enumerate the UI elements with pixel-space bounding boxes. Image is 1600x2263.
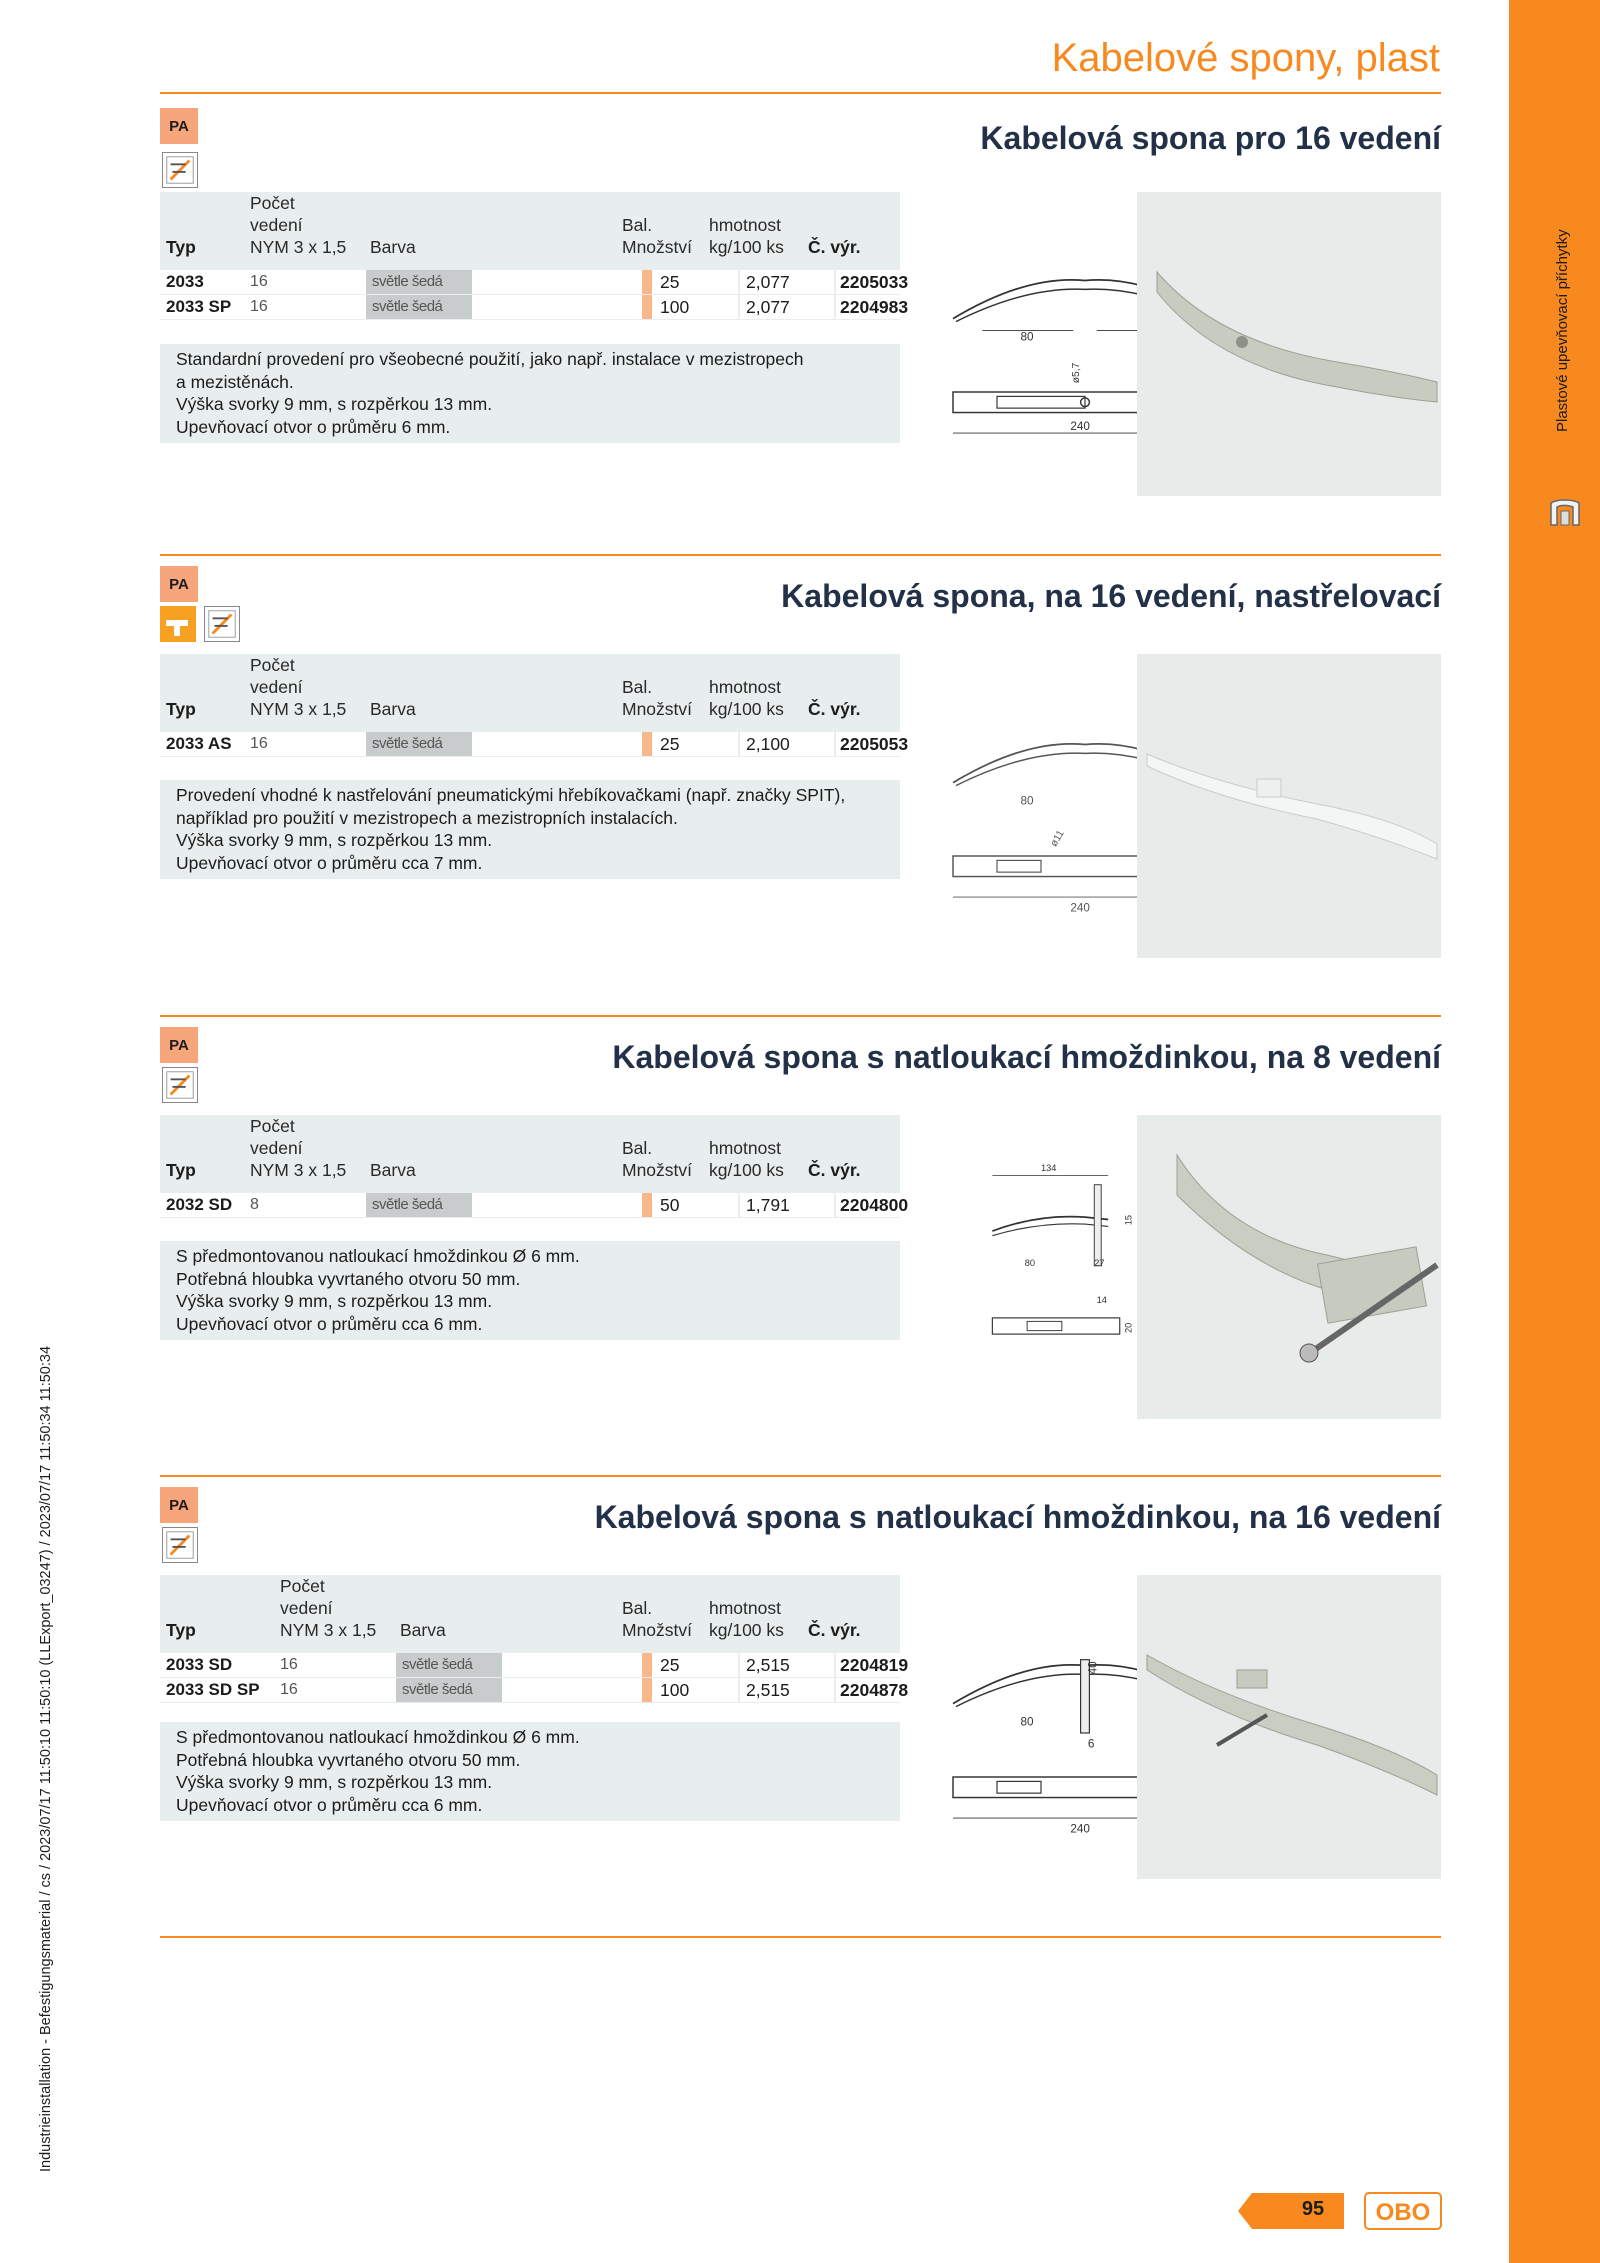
- cell-color: světle šedá: [366, 732, 472, 756]
- description-line: a mezistěnách.: [176, 371, 294, 392]
- cell-article: 2205053: [834, 732, 900, 756]
- header-count-2: vedení: [250, 1138, 303, 1158]
- header-pack-1: Bal.: [622, 215, 653, 235]
- header-color: Barva: [370, 699, 416, 719]
- description-line: S předmontovanou natloukací hmoždinkou Ø 6 mm.: [176, 1246, 580, 1266]
- dim-label: 240: [1070, 901, 1090, 915]
- header-count-2: vedení: [250, 677, 303, 697]
- cable-clip-image: [1137, 192, 1441, 496]
- section-title: Kabelová spona s natloukací hmoždinkou, na 16 vedení: [594, 1499, 1441, 1535]
- header-count-3: NYM 3 x 1,5: [250, 237, 347, 257]
- product-photo: [1137, 1115, 1441, 1419]
- product-photo: [1137, 192, 1441, 496]
- nail-gun-icon: [160, 606, 196, 642]
- header-pack-2: Množství: [622, 1620, 693, 1640]
- header-type: Typ: [166, 699, 196, 719]
- cell-weight: 1,791: [738, 1193, 834, 1217]
- table-row: [160, 295, 909, 320]
- cell-marker: [642, 732, 652, 756]
- header-weight-1: hmotnost: [709, 215, 781, 235]
- header-weight-2: kg/100 ks: [709, 237, 784, 257]
- header-count-2: vedení: [280, 1598, 333, 1618]
- cell-weight: 2,515: [738, 1678, 834, 1702]
- dim-label: 240: [1070, 1822, 1090, 1836]
- cell-qty: 25: [652, 1653, 738, 1677]
- cell-spacer: [472, 270, 642, 294]
- cell-qty: 100: [652, 295, 738, 319]
- description-line: Upevňovací otvor o průměru 6 mm.: [176, 417, 451, 438]
- header-pack-2: Množství: [622, 237, 693, 257]
- cell-type: 2033 SD SP: [166, 1680, 260, 1699]
- dim-label: 240: [1070, 420, 1090, 434]
- header-type: Typ: [166, 1160, 196, 1180]
- description-line: Potřebná hloubka vyvrtaného otvoru 50 mm.: [176, 1749, 521, 1770]
- header-count-3: NYM 3 x 1,5: [250, 699, 347, 719]
- header-type: Typ: [166, 1620, 196, 1640]
- header-weight-2: kg/100 ks: [709, 1620, 784, 1640]
- cell-count: 16: [250, 273, 268, 290]
- cell-marker: [642, 1653, 652, 1677]
- description-line: Výška svorky 9 mm, s rozpěrkou 13 mm.: [176, 394, 493, 415]
- cable-clip-image: [1137, 1115, 1441, 1419]
- table-row: [160, 1653, 909, 1678]
- product-table: [160, 654, 909, 757]
- header-color: Barva: [370, 1160, 416, 1180]
- table-header: [160, 1115, 900, 1193]
- cell-color: světle šedá: [396, 1653, 502, 1677]
- header-article: Č. výr.: [808, 1160, 861, 1180]
- product-photo: [1137, 654, 1441, 958]
- cell-count: 16: [280, 1681, 298, 1698]
- description-line: Potřebná hloubka vyvrtaného otvoru 50 mm.: [176, 1268, 521, 1289]
- cell-spacer: [502, 1678, 642, 1702]
- cell-marker: [642, 295, 652, 319]
- description-line: Provedení vhodné k nastřelování pneumatickými hřebíkovačkami (např. značky SPIT),: [176, 785, 846, 805]
- section-divider: [160, 1015, 1441, 1017]
- product-table: [160, 1575, 909, 1703]
- product-photo: [1137, 1575, 1441, 1879]
- cell-spacer: [472, 732, 642, 756]
- product-section-4: [160, 1475, 1441, 1935]
- dim-label: 134: [1041, 1162, 1057, 1173]
- product-section-3: [160, 1015, 1441, 1475]
- section-divider: [160, 554, 1441, 556]
- description-line: Upevňovací otvor o průměru cca 6 mm.: [176, 1795, 483, 1816]
- cell-type: 2033 SD: [166, 1655, 233, 1674]
- cell-count: 16: [250, 298, 268, 315]
- table-header: [160, 1575, 900, 1653]
- header-count-3: NYM 3 x 1,5: [280, 1620, 377, 1640]
- halogen-free-icon: [162, 1527, 198, 1563]
- header-article: Č. výr.: [808, 699, 861, 719]
- cell-spacer: [472, 295, 642, 319]
- obo-logo: [1364, 2192, 1442, 2230]
- header-weight-2: kg/100 ks: [709, 1160, 784, 1180]
- cell-marker: [642, 270, 652, 294]
- header-pack-1: Bal.: [622, 1138, 653, 1158]
- dim-label: ø5,7: [1071, 362, 1083, 384]
- section-title: Kabelová spona s natloukací hmoždinkou, na 8 vedení: [612, 1039, 1441, 1075]
- cell-qty: 50: [652, 1193, 738, 1217]
- cable-clip-image: [1137, 654, 1441, 958]
- dim-label: 80: [1024, 1257, 1036, 1268]
- cell-color: světle šedá: [366, 1193, 472, 1217]
- dim-label: 40: [1086, 1661, 1100, 1675]
- header-pack-2: Množství: [622, 1160, 693, 1180]
- footer-divider: [160, 1936, 1441, 1938]
- description-line: Upevňovací otvor o průměru cca 6 mm.: [176, 1314, 483, 1335]
- cell-count: 8: [250, 1196, 259, 1213]
- table-header: [160, 192, 900, 270]
- dim-label: 6: [1087, 1737, 1095, 1751]
- product-description: [160, 780, 900, 879]
- product-table: [160, 192, 909, 320]
- halogen-free-icon: [204, 606, 240, 642]
- cell-weight: 2,100: [738, 732, 834, 756]
- header-weight-1: hmotnost: [709, 677, 781, 697]
- sidebar-label-text: Plastové upevňovací příchytky: [1554, 229, 1571, 432]
- header-count-1: Počet: [250, 655, 295, 675]
- cell-article: 2204878: [834, 1678, 900, 1702]
- cell-article: 2204800: [834, 1193, 900, 1217]
- cell-qty: 100: [652, 1678, 738, 1702]
- halogen-free-icon: [162, 1067, 198, 1103]
- description-line: například pro použití v mezistropech a mezistropních instalacích.: [176, 807, 678, 828]
- header-weight-2: kg/100 ks: [709, 699, 784, 719]
- dim-label: 14: [1096, 1294, 1107, 1305]
- table-header: [160, 654, 900, 732]
- cell-count: 16: [250, 735, 268, 752]
- header-pack-1: Bal.: [622, 1598, 653, 1618]
- description-line: Standardní provedení pro všeobecné použití, jako např. instalace v mezistropech: [176, 349, 804, 369]
- section-title: Kabelová spona, na 16 vedení, nastřelovací: [781, 578, 1441, 614]
- header-type: Typ: [166, 237, 196, 257]
- dim-label: 27: [1094, 1257, 1105, 1268]
- cable-clip-image: [1137, 1575, 1441, 1879]
- material-badge: PA: [160, 108, 198, 144]
- cell-type: 2032 SD: [166, 1195, 233, 1214]
- product-description: [160, 344, 900, 443]
- dim-label: 20: [1123, 1322, 1134, 1333]
- header-count-1: Počet: [250, 193, 295, 213]
- header-color: Barva: [370, 237, 416, 257]
- dim-label: 80: [1020, 794, 1034, 808]
- cell-color: světle šedá: [396, 1678, 502, 1702]
- description-line: S předmontovanou natloukací hmoždinkou Ø 6 mm.: [176, 1727, 580, 1747]
- sidebar-label: [1554, 0, 1571, 432]
- product-section-1: [160, 100, 1441, 560]
- page-number: 95: [1301, 2198, 1325, 2220]
- header-count-1: Počet: [250, 1116, 295, 1136]
- cell-weight: 2,077: [738, 270, 834, 294]
- table-row: [160, 732, 909, 757]
- cell-marker: [642, 1193, 652, 1217]
- cable-clip-icon: [1547, 495, 1583, 531]
- table-row: [160, 1678, 909, 1703]
- vertical-footer: Industrieinstallation - Befestigungsmaterial / cs / 2023/07/17 11:50:10 11:50:10 (LLExport_03247) / 2023/07/17 11:50:34 11:50:34: [38, 1345, 54, 2172]
- cell-count: 16: [280, 1656, 298, 1673]
- cell-type: 2033: [166, 272, 204, 291]
- cell-article: 2204819: [834, 1653, 900, 1677]
- table-row: [160, 270, 909, 295]
- header-weight-1: hmotnost: [709, 1598, 781, 1618]
- header-pack-2: Množství: [622, 699, 693, 719]
- table-row: [160, 1193, 909, 1218]
- material-badge: PA: [160, 566, 198, 602]
- dim-label: 80: [1020, 1715, 1034, 1729]
- header-article: Č. výr.: [808, 1620, 861, 1640]
- cell-type: 2033 SP: [166, 297, 232, 316]
- cell-weight: 2,077: [738, 295, 834, 319]
- section-divider: [160, 1475, 1441, 1477]
- header-count-3: NYM 3 x 1,5: [250, 1160, 347, 1180]
- cell-type: 2033 AS: [166, 734, 232, 753]
- section-title: Kabelová spona pro 16 vedení: [980, 120, 1441, 156]
- page-title: Kabelové spony, plast: [1051, 36, 1440, 80]
- cell-spacer: [502, 1653, 642, 1677]
- cell-qty: 25: [652, 732, 738, 756]
- cell-color: světle šedá: [366, 270, 472, 294]
- description-line: Výška svorky 9 mm, s rozpěrkou 13 mm.: [176, 1772, 493, 1793]
- cell-article: 2204983: [834, 295, 900, 319]
- material-badge: PA: [160, 1027, 198, 1063]
- product-description: [160, 1241, 900, 1340]
- dim-label: 15: [1123, 1214, 1134, 1226]
- description-line: Výška svorky 9 mm, s rozpěrkou 13 mm.: [176, 1291, 493, 1312]
- description-line: Upevňovací otvor o průměru cca 7 mm.: [176, 853, 483, 874]
- header-count-1: Počet: [280, 1576, 325, 1596]
- logo-text: OBO: [1375, 2199, 1431, 2226]
- halogen-free-icon: [162, 152, 198, 188]
- cell-spacer: [472, 1193, 642, 1217]
- product-table: [160, 1115, 909, 1218]
- cell-article: 2205033: [834, 270, 900, 294]
- title-divider: [160, 92, 1441, 94]
- header-pack-1: Bal.: [622, 677, 653, 697]
- cell-qty: 25: [652, 270, 738, 294]
- dim-label: ø11: [1048, 828, 1067, 849]
- header-count-2: vedení: [250, 215, 303, 235]
- dim-label: 80: [1020, 330, 1034, 344]
- cell-marker: [642, 1678, 652, 1702]
- product-section-2: [160, 554, 1441, 1014]
- description-line: Výška svorky 9 mm, s rozpěrkou 13 mm.: [176, 830, 493, 851]
- header-color: Barva: [400, 1620, 446, 1640]
- product-description: [160, 1722, 900, 1821]
- material-badge: PA: [160, 1487, 198, 1523]
- cell-weight: 2,515: [738, 1653, 834, 1677]
- header-weight-1: hmotnost: [709, 1138, 781, 1158]
- header-article: Č. výr.: [808, 237, 861, 257]
- cell-color: světle šedá: [366, 295, 472, 319]
